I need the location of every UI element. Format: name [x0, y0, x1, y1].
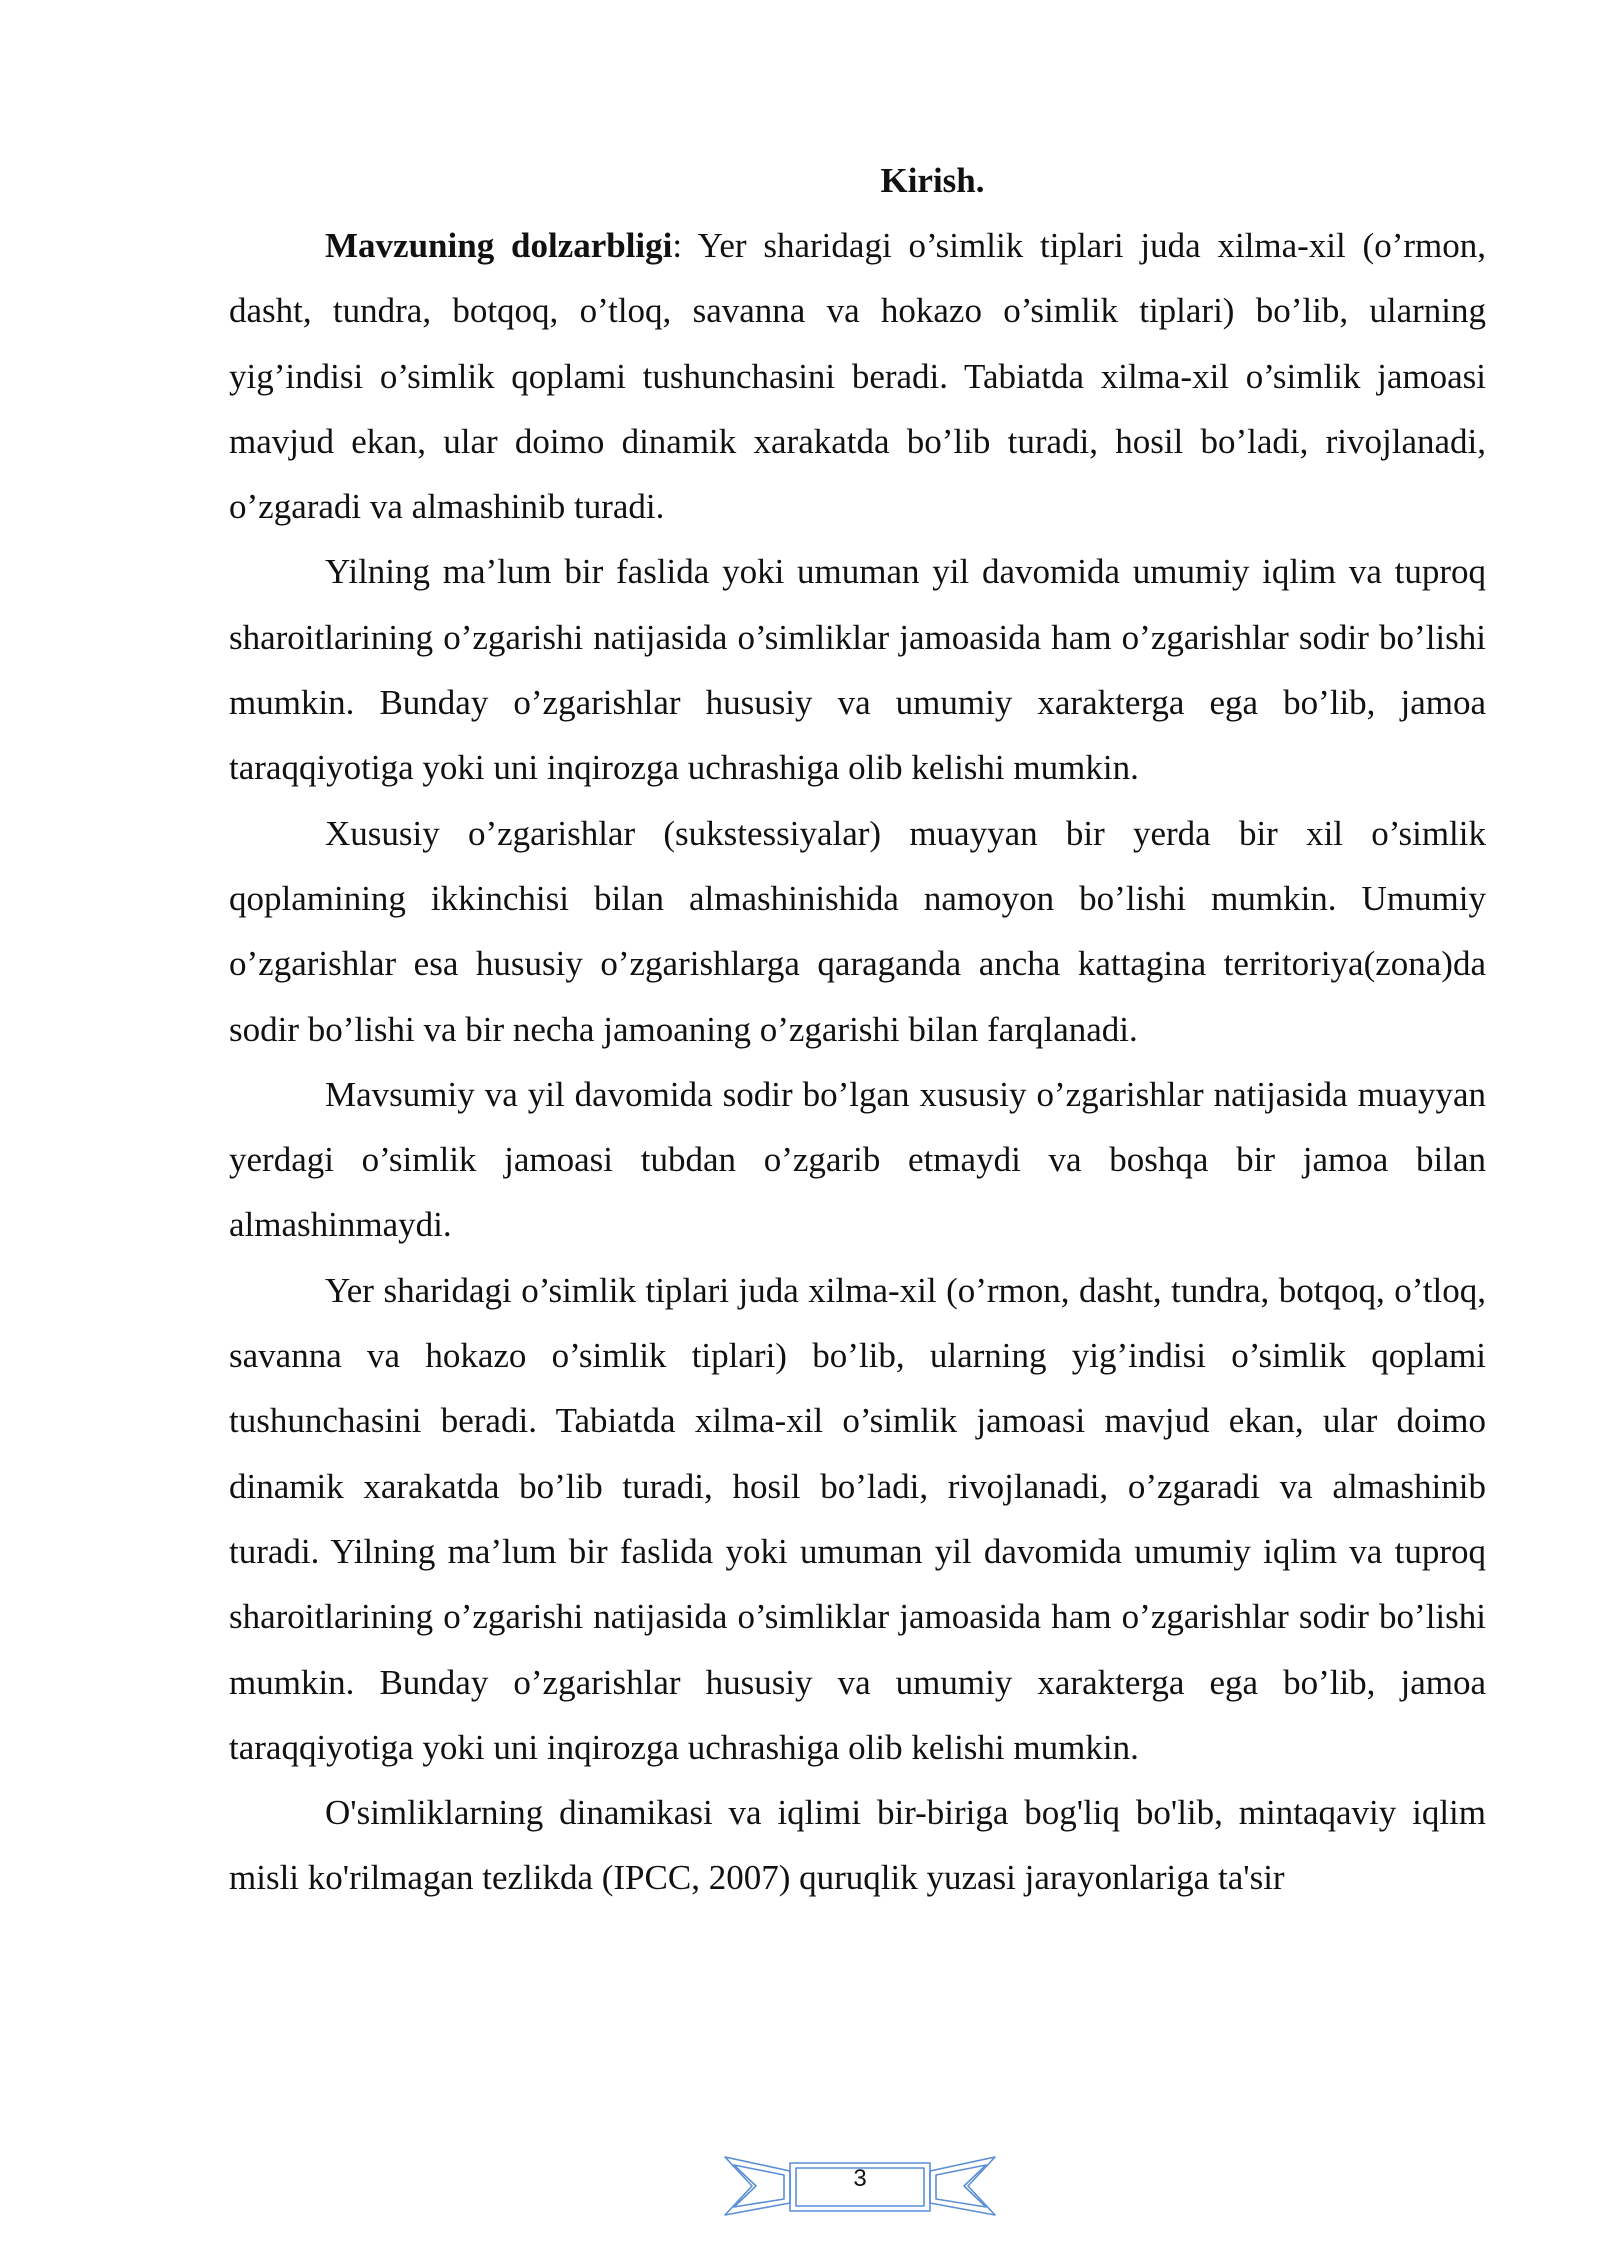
paragraph-text: : Yer sharidagi o’simlik tiplari juda xilma-xil (o’rmon, dasht, tundra, botqoq, o’tloq, savanna va hokazo o’simlik tiplari) bo’lib, ularning yig’indisi o’simlik qoplami tushunchasini beradi. Tabiatda xilma-xil o’simlik jamoasi mavjud ekan, ular doimo dinamik xarakatda bo’lib turadi, hosil bo’ladi, rivojlanadi, o’zgaradi va almashinib turadi. [229, 226, 1486, 527]
page-number: 3 [853, 2165, 867, 2192]
page-content [229, 148, 1486, 1911]
paragraph-text: Xususiy o’zgarishlar (sukstessiyalar) muayyan bir yerda bir xil o’simlik qoplamining ikkinchisi bilan almashinishida namoyon bo’lishi mumkin. Umumiy o’zgarishlar esa hususiy o’zgarishlarga qaraganda ancha kattagina territoriya(zona)da sodir bo’lishi va bir necha jamoaning o’zgarishi bilan farqlanadi. [229, 813, 1486, 1049]
paragraph-1 [229, 213, 1486, 539]
paragraph-5 [229, 1258, 1486, 1780]
paragraph-2 [229, 539, 1486, 800]
page-footer [720, 2145, 1000, 2225]
paragraph-lead: Mavzuning dolzarbligi [325, 226, 673, 265]
paragraph-text: Yilning ma’lum bir faslida yoki umuman yil davomida umumiy iqlim va tuproq sharoitlarining o’zgarishi natijasida o’simliklar jamoasida ham o’zgarishlar sodir bo’lishi mumkin. Bunday o’zgarishlar hususiy va umumiy xarakterga ega bo’lib, jamoa taraqqiyotiga yoki uni inqirozga uchrashiga olib kelishi mumkin. [229, 552, 1486, 788]
section-title: Kirish. [880, 161, 985, 200]
paragraph-4 [229, 1062, 1486, 1258]
paragraph-6 [229, 1780, 1486, 1911]
paragraph-text: Mavsumiy va yil davomida sodir bo’lgan xususiy o’zgarishlar natijasida muayyan yerdagi o’simlik jamoasi tubdan o’zgarib etmaydi va boshqa bir jamoa bilan almashinmaydi. [229, 1074, 1486, 1245]
paragraph-3 [229, 801, 1486, 1062]
paragraph-text: Yer sharidagi o’simlik tiplari juda xilma-xil (o’rmon, dasht, tundra, botqoq, o’tloq, savanna va hokazo o’simlik tiplari) bo’lib, ularning yig’indisi o’simlik qoplami tushunchasini beradi. Tabiatda xilma-xil o’simlik jamoasi mavjud ekan, ular doimo dinamik xarakatda bo’lib turadi, hosil bo’ladi, rivojlanadi, o’zgaradi va almashinib turadi. Yilning ma’lum bir faslida yoki umuman yil davomida umumiy iqlim va tuproq sharoitlarining o’zgarishi natijasida o’simliklar jamoasida ham o’zgarishlar sodir bo’lishi mumkin. Bunday o’zgarishlar hususiy va umumiy xarakterga ega bo’lib, jamoa taraqqiyotiga yoki uni inqirozga uchrashiga olib kelishi mumkin. [229, 1270, 1486, 1767]
paragraph-text: O'simliklarning dinamikasi va iqlimi bir-biriga bog'liq bo'lib, mintaqaviy iqlim misli ko'rilmagan tezlikda (IPCC, 2007) quruqlik yuzasi jarayonlariga ta'sir [229, 1793, 1486, 1898]
